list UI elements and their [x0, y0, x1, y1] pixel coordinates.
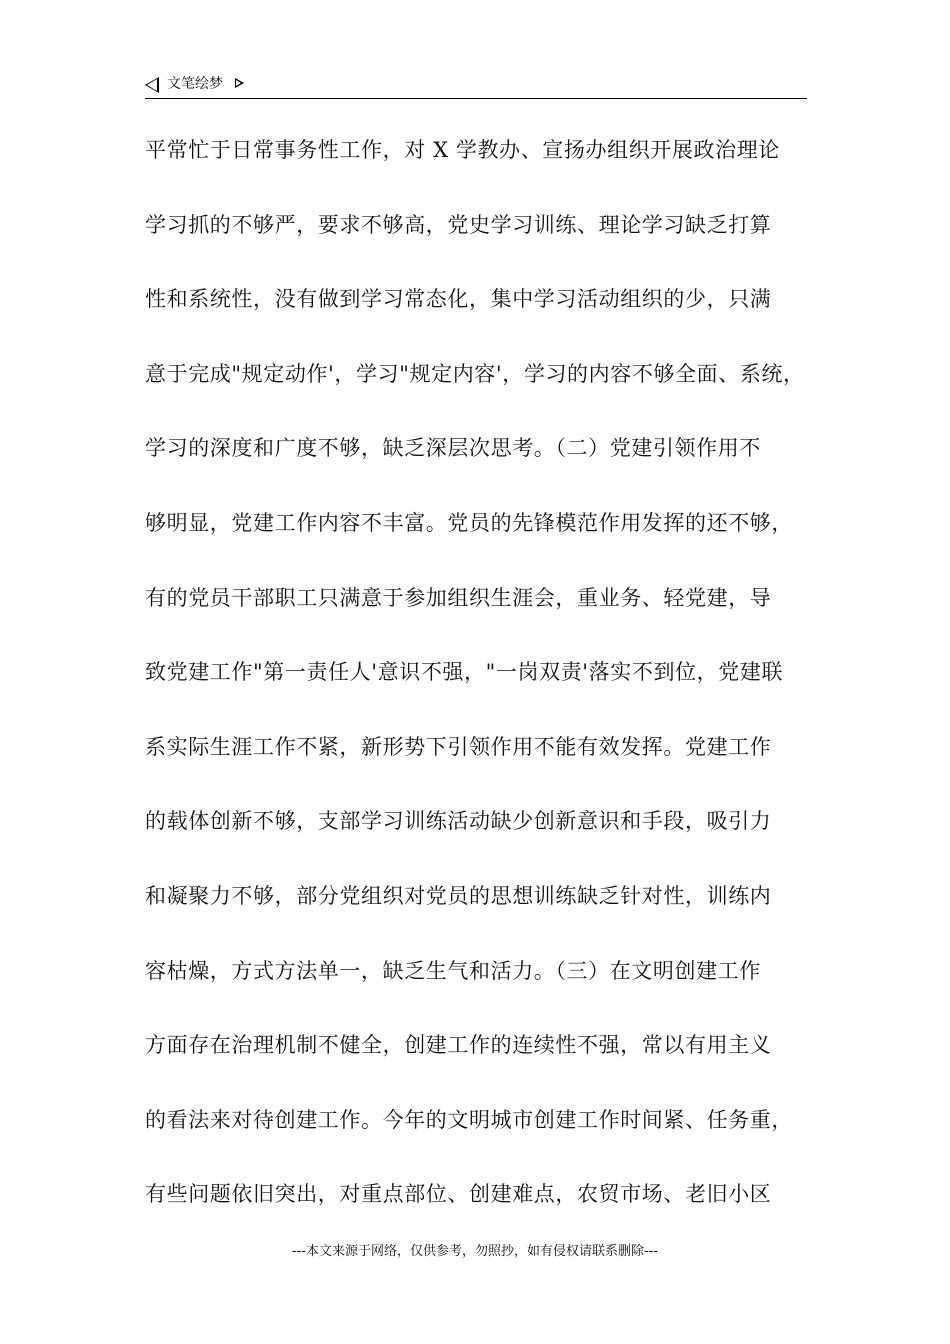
text-line: 够明显，党建工作内容不丰富。党员的先锋模范作用发挥的还不够，: [145, 510, 793, 535]
text-line: 有些问题依旧突出，对重点部位、创建难点，农贸市场、老旧小区: [145, 1182, 772, 1207]
text-line: 学习的深度和广度不够，缺乏深层次思考。（二）党建引领作用不: [145, 436, 761, 461]
right-triangle-icon: [235, 78, 244, 88]
text-line: 的看法来对待创建工作。今年的文明城市创建工作时间紧、任务重，: [145, 1107, 793, 1132]
header-title: 文笔绘梦: [167, 76, 223, 92]
text-line: 系实际生涯工作不紧，新形势下引领作用不能有效发挥。党建工作: [145, 734, 772, 759]
text-line: 容枯燥，方式方法单一，缺乏生气和活力。（三）在文明创建工作: [145, 958, 761, 983]
left-triangle-icon: [145, 77, 159, 93]
text-line: 意于完成"规定动作'，学习"规定内容'，学习的内容不够全面、系统，: [145, 361, 805, 386]
text-line: 平常忙于日常事务性工作，对 X 学教办、宣扬办组织开展政治理论: [145, 138, 780, 162]
page-header: [145, 72, 807, 99]
text-line: 的载体创新不够，支部学习训练活动缺少创新意识和手段，吸引力: [145, 809, 772, 834]
text-line: 性和系统性，没有做到学习常态化，集中学习活动组织的少，只满: [145, 287, 772, 312]
text-line: 方面存在治理机制不健全，创建工作的连续性不强，常以有用主义: [145, 1033, 772, 1058]
body-text: [145, 130, 825, 1249]
page-footer: ---本文来源于网络，仅供参考，勿照抄，如有侵权请联系删除---: [291, 1244, 659, 1259]
text-line: 有的党员干部职工只满意于参加组织生涯会，重业务、轻党建，导: [145, 585, 772, 610]
text-line: 和凝聚力不够，部分党组织对党员的思想训练缺乏针对性，训练内: [145, 883, 772, 908]
text-line: 学习抓的不够严，要求不够高，党史学习训练、理论学习缺乏打算: [145, 212, 772, 237]
text-line: 致党建工作"第一责任人'意识不强，"一岗双责'落实不到位，党建联: [145, 660, 784, 685]
